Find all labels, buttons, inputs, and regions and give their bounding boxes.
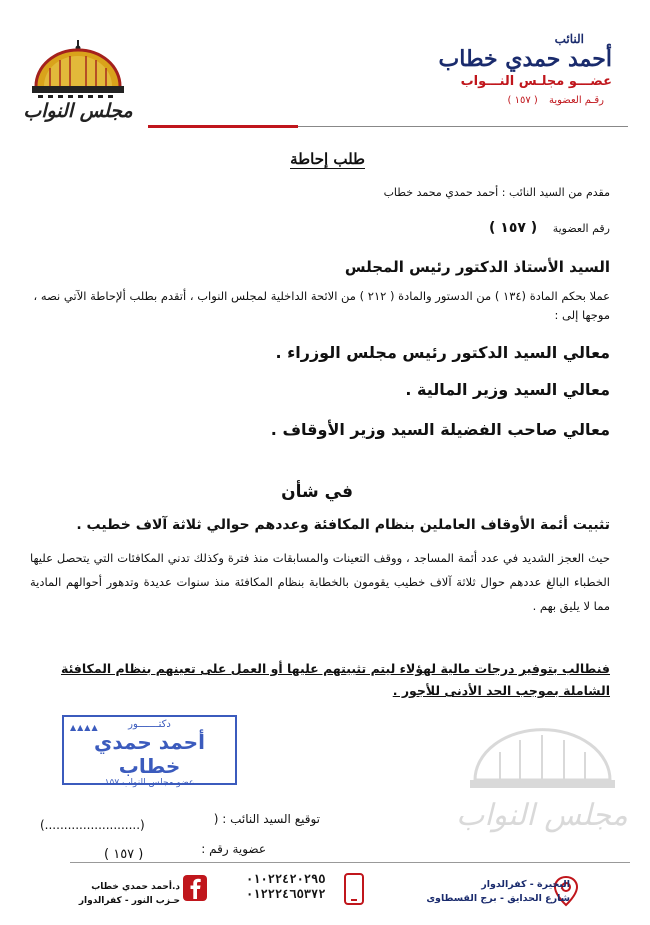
stamp-line-3: عضو مجلس النواب ١٥٧ xyxy=(104,778,195,788)
membership-line xyxy=(489,220,610,236)
intro-paragraph: عملا بحكم المادة (١٣٤ ) من الدستور والمادة ( ٢١٢ ) من الائحة الداخلية لمجلس النواب ، أتقدم بطلب ألإحاطة الآتي نصه ، موجها إلى : xyxy=(33,289,610,322)
addressee: السيد الأستاذ الدكتور رئيس المجلس xyxy=(344,258,610,276)
footer-phones xyxy=(246,872,325,902)
footer-address-line-2: شارع الحدايق - برج القسطاوى xyxy=(426,893,570,904)
footer-phone-1: ٠١٠٢٢٤٢٠٢٩٥ xyxy=(246,872,326,886)
official-stamp xyxy=(62,715,237,788)
header-grey-rule xyxy=(298,126,628,127)
stamp-line-2: أحمد حمدي خطاب xyxy=(94,730,205,778)
mp-prefix: النائب xyxy=(554,32,584,46)
membership-label: رقم العضوية xyxy=(552,222,610,235)
signature-membership-value: ( ١٥٧ ) xyxy=(104,847,144,862)
document-title: طلب إحاطة xyxy=(290,150,365,168)
subject-label: في شأن xyxy=(281,482,353,502)
watermark-caption: مجلس النواب xyxy=(456,798,628,833)
signature-blank: (.........................) xyxy=(40,818,145,832)
mp-role: عضـــو مجلـس النـــواب xyxy=(460,74,612,89)
request-paragraph: فنطالب بتوفير درجات مالية لهؤلاء ليتم تثبيتهم عليها أو العمل على تعينهم بنظام المكافئة الشاملة بموجب الحد الأدنى للأجور . xyxy=(60,661,610,698)
subject: تثبيت أئمة الأوقاف العاملين بنظام المكافئة وعددهم حوالي ثلاثة آلاف خطيب . xyxy=(76,517,610,533)
mp-header xyxy=(372,32,612,106)
header-red-rule xyxy=(148,125,298,128)
stamp-dome-icon: ▲▲▲▲ xyxy=(70,723,99,732)
logo-caption: مجلس النواب xyxy=(23,100,133,122)
mp-membership-label: رقـم العضوية xyxy=(548,95,604,106)
footer-facebook-party: حـزب النور - كفرالدوار xyxy=(78,896,180,906)
footer-address-line-1: البحيرة - كفرالدوار xyxy=(481,879,570,890)
stamp-line-1: دكتـــــــور xyxy=(128,719,171,730)
recipient-3: معالي صاحب الفضيلة السيد وزير الأوقاف . xyxy=(270,420,610,439)
body-paragraph: حيث العجز الشديد في عدد أئمة المساجد ، ووقف التعينات والمسابقات منذ فترة وكذلك تدني المكافئات التي يتحصل عليها الخطباء البالغ عددهم حوال ثلاثة آلاف خطيب يقومون بالخطابة بنظام المكافئة منذ سنوات عديدة وتدهور أحوالهم المادية مما لا يليق بهم . xyxy=(30,551,610,613)
mp-membership xyxy=(372,95,612,106)
parliament-dome-logo xyxy=(18,38,138,138)
footer-address xyxy=(426,878,570,906)
footer-facebook-name: د.أحمد حمدي خطاب xyxy=(91,882,180,892)
footer-phone-2: ٠١٢٢٢٤٦٥٣٧٢ xyxy=(246,887,326,901)
footer-rule xyxy=(70,862,630,863)
facebook-icon xyxy=(182,873,208,903)
recipient-2: معالي السيد وزير المالية . xyxy=(405,380,610,399)
submitted-by: مقدم من السيد النائب : أحمد حمدي محمد خطاب xyxy=(383,186,610,199)
phone-icon xyxy=(342,872,366,906)
footer-facebook xyxy=(79,880,180,908)
membership-number: ( ١٥٧ ) xyxy=(489,220,538,236)
recipient-1: معالي السيد الدكتور رئيس مجلس الوزراء . xyxy=(275,343,610,362)
signature-membership-label: عضوية رقم : xyxy=(201,842,266,856)
mp-name: أحمد حمدي خطاب xyxy=(438,46,612,72)
signature-label: توقيع السيد النائب : ( xyxy=(213,812,320,826)
parliament-watermark xyxy=(455,720,630,840)
mp-membership-number: ( ١٥٧ ) xyxy=(507,95,538,106)
